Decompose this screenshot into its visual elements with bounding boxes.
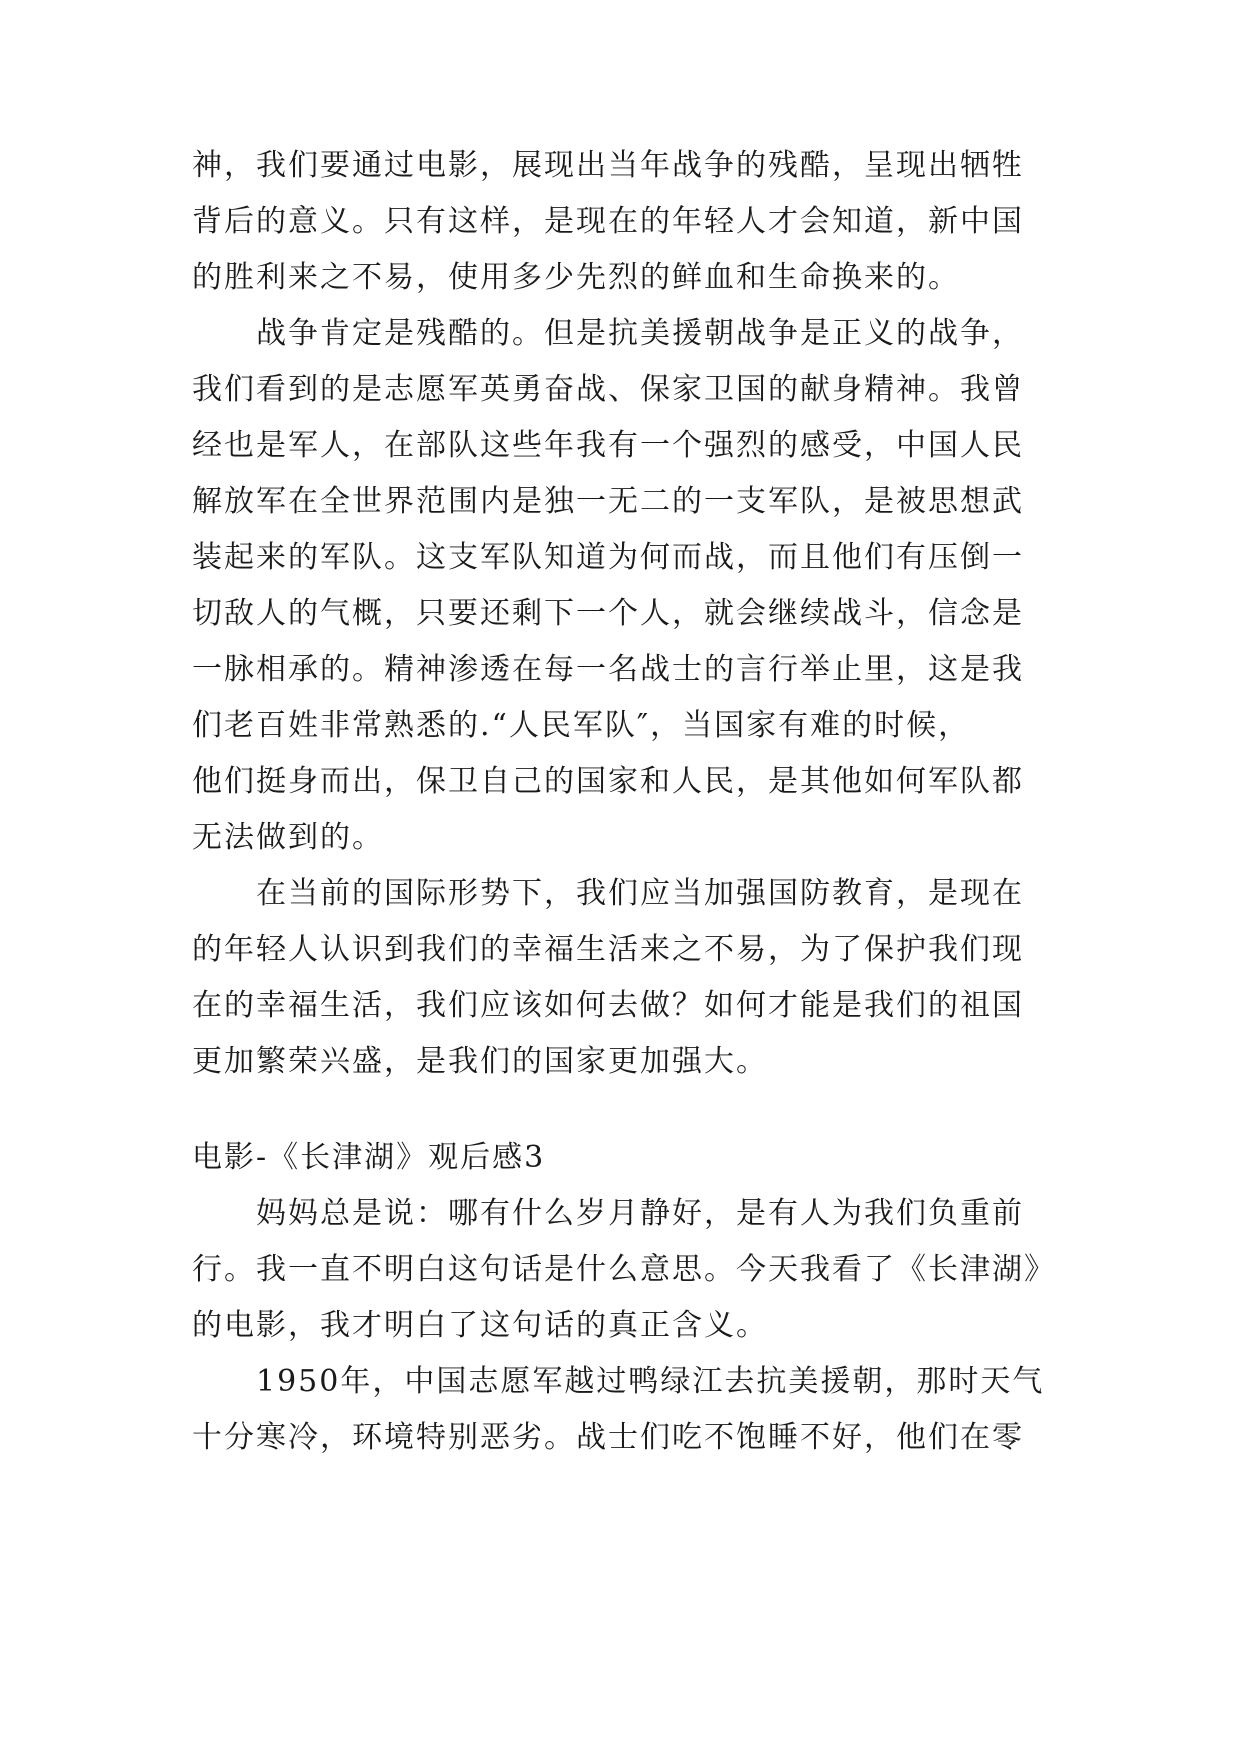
paragraph-line: 们老百姓非常熟悉的.“人民军队″，当国家有难的时候， xyxy=(192,708,971,743)
paragraph-line: 行。我一直不明白这句话是什么意思。今天我看了《长津湖》 xyxy=(192,1252,1056,1287)
paragraph-line: 在的幸福生活，我们应该如何去做？如何才能是我们的祖国 xyxy=(192,988,1024,1023)
paragraph-line: 经也是军人，在部队这些年我有一个强烈的感受，中国人民 xyxy=(192,428,1024,463)
paragraph-line: 更加繁荣兴盛，是我们的国家更加强大。 xyxy=(192,1044,768,1079)
paragraph-line: 的年轻人认识到我们的幸福生活来之不易，为了保护我们现 xyxy=(192,932,1024,967)
paragraph-line: 神，我们要通过电影，展现出当年战争的残酷，呈现出牺牲 xyxy=(192,148,1024,183)
paragraph-line: 1950年，中国志愿军越过鸭绿江去抗美援朝，那时天气 xyxy=(256,1364,1045,1399)
paragraph-line: 的电影，我才明白了这句话的真正含义。 xyxy=(192,1308,768,1343)
paragraph-line: 的胜利来之不易，使用多少先烈的鲜血和生命换来的。 xyxy=(192,260,960,295)
paragraph-line: 在当前的国际形势下，我们应当加强国防教育，是现在 xyxy=(256,876,1024,911)
paragraph-line: 战争肯定是残酷的。但是抗美援朝战争是正义的战争， xyxy=(256,316,1024,351)
paragraph-line: 切敌人的气概，只要还剩下一个人，就会继续战斗，信念是 xyxy=(192,596,1024,631)
paragraph-line: 他们挺身而出，保卫自己的国家和人民，是其他如何军队都 xyxy=(192,764,1024,799)
paragraph-line: 无法做到的。 xyxy=(192,820,384,855)
paragraph-line: 装起来的军队。这支军队知道为何而战，而且他们有压倒一 xyxy=(192,540,1024,575)
section-heading: 电影-《长津湖》观后感3 xyxy=(192,1140,546,1175)
paragraph-line: 解放军在全世界范围内是独一无二的一支军队，是被思想武 xyxy=(192,484,1024,519)
paragraph-line: 我们看到的是志愿军英勇奋战、保家卫国的献身精神。我曾 xyxy=(192,372,1024,407)
paragraph-line: 十分寒冷，环境特别恶劣。战士们吃不饱睡不好，他们在零 xyxy=(192,1420,1024,1455)
paragraph-line: 背后的意义。只有这样，是现在的年轻人才会知道，新中国 xyxy=(192,204,1024,239)
paragraph-line: 妈妈总是说：哪有什么岁月静好，是有人为我们负重前 xyxy=(256,1196,1024,1231)
paragraph-line: 一脉相承的。精神渗透在每一名战士的言行举止里，这是我 xyxy=(192,652,1024,687)
